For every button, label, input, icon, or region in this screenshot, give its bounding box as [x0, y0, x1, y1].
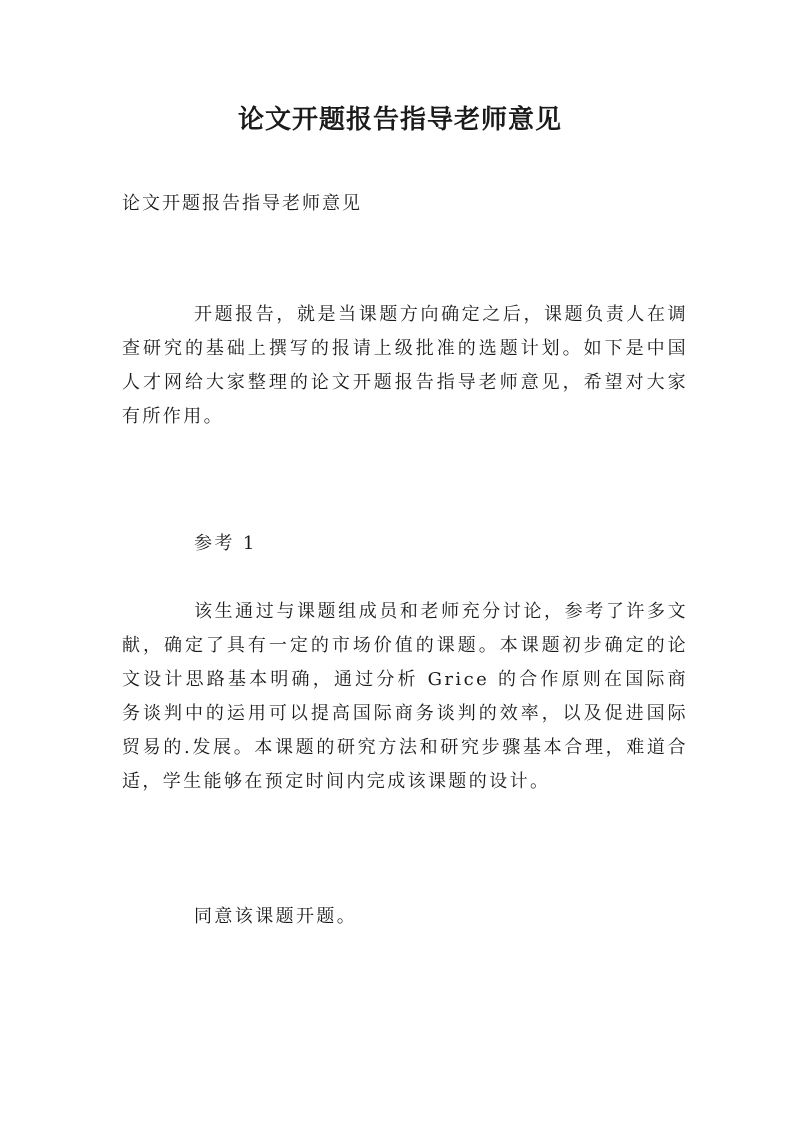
approval-paragraph: 同意该课题开题。 — [194, 906, 358, 927]
intro-paragraph: 开题报告，就是当课题方向确定之后，课题负责人在调查研究的基础上撰写的报请上级批准的选题计划。如下是中国人才网给大家整理的论文开题报告指导老师意见，希望对大家有所作用。 — [122, 304, 688, 427]
document-title: 论文开题报告指导老师意见 — [237, 105, 562, 135]
document-subtitle: 论文开题报告指导老师意见 — [122, 193, 362, 214]
advisor-opinion-paragraph: 该生通过与课题组成员和老师充分讨论，参考了许多文献，确定了具有一定的市场价值的课题。本课题初步确定的论文设计思路基本明确，通过分析 Grice 的合作原则在国际商务谈判中的运用可以提高国际商务谈判的效率，以及促进国际贸易的.发展。本课题的研究方法和研究步骤基本合理，难道合适，学生能够在预定时间内完成该课题的设计。 — [122, 601, 688, 792]
reference-label: 参考 1 — [194, 533, 257, 554]
